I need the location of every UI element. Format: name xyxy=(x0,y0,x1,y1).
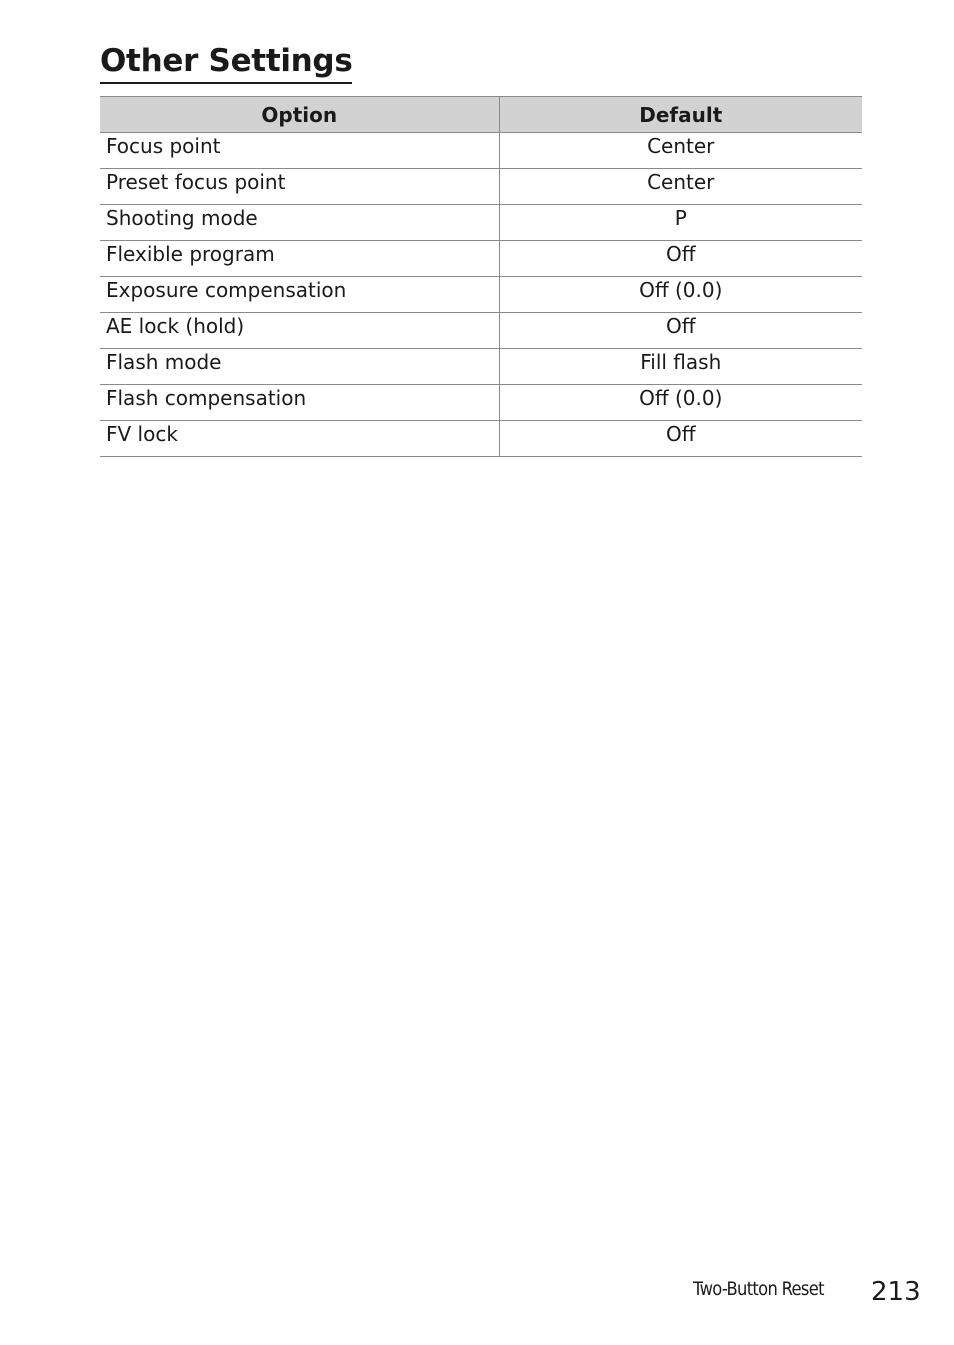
table-row xyxy=(100,133,862,169)
default-cell: Off xyxy=(499,313,862,349)
table-row xyxy=(100,169,862,205)
default-cell: Fill flash xyxy=(499,349,862,385)
option-cell: Exposure compensation xyxy=(100,277,499,313)
option-cell: FV lock xyxy=(100,421,499,457)
table-row xyxy=(100,205,862,241)
default-cell: Off (0.0) xyxy=(499,277,862,313)
table-row xyxy=(100,277,862,313)
option-cell: Preset focus point xyxy=(100,169,499,205)
option-cell: Flash compensation xyxy=(100,385,499,421)
table-row xyxy=(100,421,862,457)
default-cell: P xyxy=(499,205,862,241)
option-cell: Flexible program xyxy=(100,241,499,277)
default-cell: Off xyxy=(499,421,862,457)
default-cell: Center xyxy=(499,169,862,205)
option-cell: Flash mode xyxy=(100,349,499,385)
footer-section-title: Two-Button Reset xyxy=(693,1278,824,1300)
table-row xyxy=(100,313,862,349)
option-cell: Focus point xyxy=(100,133,499,169)
default-cell: Off xyxy=(499,241,862,277)
option-cell: Shooting mode xyxy=(100,205,499,241)
table-row xyxy=(100,241,862,277)
settings-table xyxy=(100,96,862,457)
column-header-option: Option xyxy=(100,97,499,133)
default-cell: Off (0.0) xyxy=(499,385,862,421)
table-row xyxy=(100,385,862,421)
table-row xyxy=(100,349,862,385)
default-cell: Center xyxy=(499,133,862,169)
option-cell: AE lock (hold) xyxy=(100,313,499,349)
page-title: Other Settings xyxy=(100,40,352,84)
column-header-default: Default xyxy=(499,97,862,133)
page-number: 213 xyxy=(871,1277,921,1307)
table-header-row xyxy=(100,97,862,133)
